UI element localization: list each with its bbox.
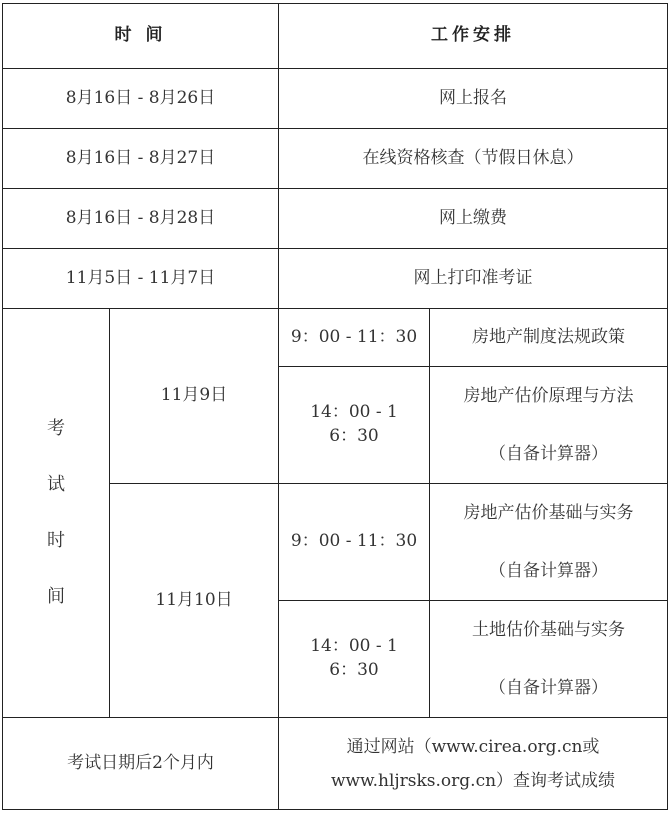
table-row bbox=[3, 129, 668, 189]
session-subject-cell bbox=[430, 484, 668, 601]
results-task-cell bbox=[279, 718, 668, 810]
session-note: （自备计算器） bbox=[489, 444, 609, 464]
row-time: 8月16日 - 8月27日 bbox=[3, 129, 279, 189]
session-note: （自备计算器） bbox=[489, 678, 609, 698]
table-row bbox=[3, 189, 668, 249]
exam-time-label-cell bbox=[3, 309, 110, 718]
session-subject: 房地产估价原理与方法 bbox=[463, 386, 634, 406]
session-time: 14：00 - 16：30 bbox=[279, 601, 430, 718]
results-task-line1: 通过网站（www.cirea.org.cn或 bbox=[346, 736, 600, 757]
row-task: 网上打印准考证 bbox=[279, 249, 668, 309]
row-task: 在线资格核查（节假日休息） bbox=[279, 129, 668, 189]
row-time: 11月5日 - 11月7日 bbox=[3, 249, 279, 309]
exam-date: 11月9日 bbox=[110, 309, 279, 484]
session-subject-cell bbox=[430, 601, 668, 718]
session-time: 9：00 - 11：30 bbox=[279, 309, 430, 367]
session-subject: 房地产制度法规政策 bbox=[430, 309, 668, 367]
table-row bbox=[3, 69, 668, 129]
results-time: 考试日期后2个月内 bbox=[3, 718, 279, 810]
row-task: 网上报名 bbox=[279, 69, 668, 129]
row-task: 网上缴费 bbox=[279, 189, 668, 249]
header-time: 时 间 bbox=[3, 4, 279, 69]
header-task: 工作安排 bbox=[279, 4, 668, 69]
exam-session-row bbox=[3, 309, 668, 367]
session-subject-cell bbox=[430, 367, 668, 484]
session-time: 14：00 - 16：30 bbox=[279, 367, 430, 484]
results-row bbox=[3, 718, 668, 810]
table-row bbox=[3, 249, 668, 309]
session-time: 9：00 - 11：30 bbox=[279, 484, 430, 601]
session-subject: 土地估价基础与实务 bbox=[472, 620, 626, 640]
exam-time-label: 考试时间 bbox=[47, 418, 65, 607]
results-task-line2: www.hljrsks.org.cn）查询考试成绩 bbox=[330, 770, 616, 791]
session-subject: 房地产估价基础与实务 bbox=[463, 503, 634, 523]
table-header-row bbox=[3, 4, 668, 69]
exam-date: 11月10日 bbox=[110, 484, 279, 718]
session-note: （自备计算器） bbox=[489, 561, 609, 581]
row-time: 8月16日 - 8月28日 bbox=[3, 189, 279, 249]
row-time: 8月16日 - 8月26日 bbox=[3, 69, 279, 129]
exam-schedule-table bbox=[2, 3, 668, 810]
